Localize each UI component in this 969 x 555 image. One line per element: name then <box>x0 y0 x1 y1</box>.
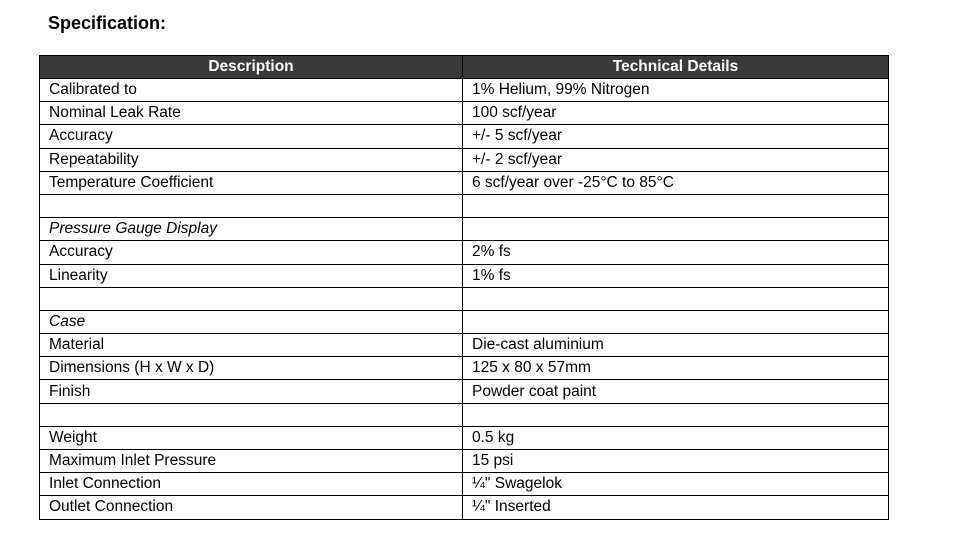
row-description <box>40 287 463 310</box>
row-detail: 0.5 kg <box>463 426 889 449</box>
table-row <box>40 102 889 125</box>
row-detail: 1% Helium, 99% Nitrogen <box>463 79 889 102</box>
row-detail: ¼" Swagelok <box>463 473 889 496</box>
table-header-row <box>40 56 889 79</box>
table-row <box>40 334 889 357</box>
section-title: Case <box>40 310 463 333</box>
row-description: Temperature Coefficient <box>40 171 463 194</box>
table-row <box>40 426 889 449</box>
row-description <box>40 403 463 426</box>
row-description: Outlet Connection <box>40 496 463 519</box>
row-detail: +/- 2 scf/year <box>463 148 889 171</box>
row-description: Linearity <box>40 264 463 287</box>
row-detail <box>463 194 889 217</box>
row-detail <box>463 403 889 426</box>
row-detail: 1% fs <box>463 264 889 287</box>
spacer-row <box>40 403 889 426</box>
table-row <box>40 380 889 403</box>
row-description: Material <box>40 334 463 357</box>
row-description: Repeatability <box>40 148 463 171</box>
row-description: Finish <box>40 380 463 403</box>
row-detail <box>463 218 889 241</box>
table-row <box>40 241 889 264</box>
table-row <box>40 450 889 473</box>
spacer-row <box>40 287 889 310</box>
section-row-pressure-gauge <box>40 218 889 241</box>
table-row <box>40 264 889 287</box>
specification-table <box>39 55 889 520</box>
row-detail: +/- 5 scf/year <box>463 125 889 148</box>
row-description <box>40 194 463 217</box>
table-row <box>40 125 889 148</box>
row-description: Accuracy <box>40 125 463 148</box>
row-detail: Die-cast aluminium <box>463 334 889 357</box>
table-row <box>40 357 889 380</box>
table-row <box>40 473 889 496</box>
row-detail: Powder coat paint <box>463 380 889 403</box>
row-detail <box>463 287 889 310</box>
row-description: Weight <box>40 426 463 449</box>
spacer-row <box>40 194 889 217</box>
table-row <box>40 171 889 194</box>
row-detail: 125 x 80 x 57mm <box>463 357 889 380</box>
table-row <box>40 148 889 171</box>
row-description: Accuracy <box>40 241 463 264</box>
row-detail: 15 psi <box>463 450 889 473</box>
row-detail: 100 scf/year <box>463 102 889 125</box>
section-title: Pressure Gauge Display <box>40 218 463 241</box>
row-detail: ¼" Inserted <box>463 496 889 519</box>
section-row-case <box>40 310 889 333</box>
header-description: Description <box>40 56 463 79</box>
row-detail: 2% fs <box>463 241 889 264</box>
row-description: Maximum Inlet Pressure <box>40 450 463 473</box>
row-description: Calibrated to <box>40 79 463 102</box>
table-row <box>40 79 889 102</box>
row-description: Inlet Connection <box>40 473 463 496</box>
page-heading: Specification: <box>48 13 167 33</box>
row-detail: 6 scf/year over -25°C to 85°C <box>463 171 889 194</box>
table-row <box>40 496 889 519</box>
header-technical-details: Technical Details <box>463 56 889 79</box>
row-description: Dimensions (H x W x D) <box>40 357 463 380</box>
row-description: Nominal Leak Rate <box>40 102 463 125</box>
row-detail <box>463 310 889 333</box>
